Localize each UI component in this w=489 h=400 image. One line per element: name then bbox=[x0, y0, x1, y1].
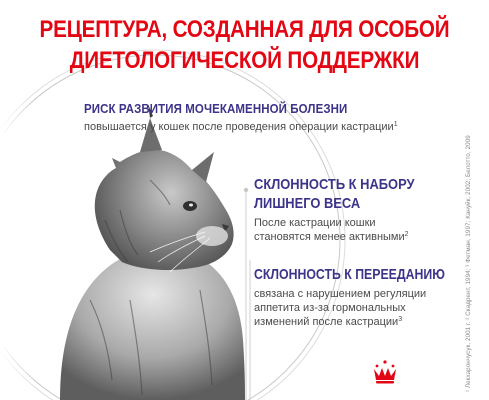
benefit-text-line: повышается у кошек после проведения операции кастрации bbox=[84, 121, 394, 133]
benefit-urolithiasis bbox=[84, 100, 398, 134]
benefit-heading: РИСК РАЗВИТИЯ МОЧЕКАМЕННОЙ БОЛЕЗНИ bbox=[84, 102, 348, 116]
benefit-text-line-1: После кастрации кошки bbox=[254, 217, 376, 229]
footnote-ref: 3 bbox=[398, 316, 403, 323]
title-line-2: ДИЕТОЛОГИЧЕСКОЙ ПОДДЕРЖКИ bbox=[69, 47, 420, 74]
benefit-text bbox=[84, 120, 398, 134]
benefit-text-line-1: связана с нарушением регуляции bbox=[254, 288, 427, 300]
benefit-text-line-2: аппетита из-за гормональных bbox=[254, 302, 406, 314]
benefit-heading-line-1: СКЛОННОСТЬ К НАБОРУ bbox=[254, 176, 415, 193]
benefit-text-line-2: становятся менее активными bbox=[254, 231, 405, 243]
benefit-text-line-3: изменений после кастрации bbox=[254, 316, 399, 328]
benefit-heading-line-2: ЛИШНЕГО ВЕСА bbox=[254, 195, 361, 212]
footnote-ref: 1 bbox=[393, 121, 398, 128]
footnote-ref: 2 bbox=[404, 231, 409, 238]
benefit-heading: СКЛОННОСТЬ К ПЕРЕЕДАНИЮ bbox=[254, 266, 445, 283]
benefit-text bbox=[254, 287, 487, 329]
benefit-weight-gain bbox=[254, 175, 441, 244]
benefit-text-line-3-wrap bbox=[254, 315, 487, 329]
page-title bbox=[34, 14, 455, 76]
royal-canin-logo-icon bbox=[371, 359, 399, 385]
benefit-overeating bbox=[254, 265, 487, 329]
benefit-text-line-2-wrap bbox=[254, 230, 441, 244]
title-line-1: РЕЦЕПТУРА, СОЗДАННАЯ ДЛЯ ОСОБОЙ bbox=[39, 16, 450, 43]
benefit-heading bbox=[254, 175, 415, 213]
benefit-text bbox=[254, 216, 441, 244]
footnote-references: ¹ Лекхарончусук, 2001 г. ² Скадрент, 1994; ³ Фетман, 1997; Кануйк, 2002; Белотто, 2009 bbox=[465, 135, 472, 392]
